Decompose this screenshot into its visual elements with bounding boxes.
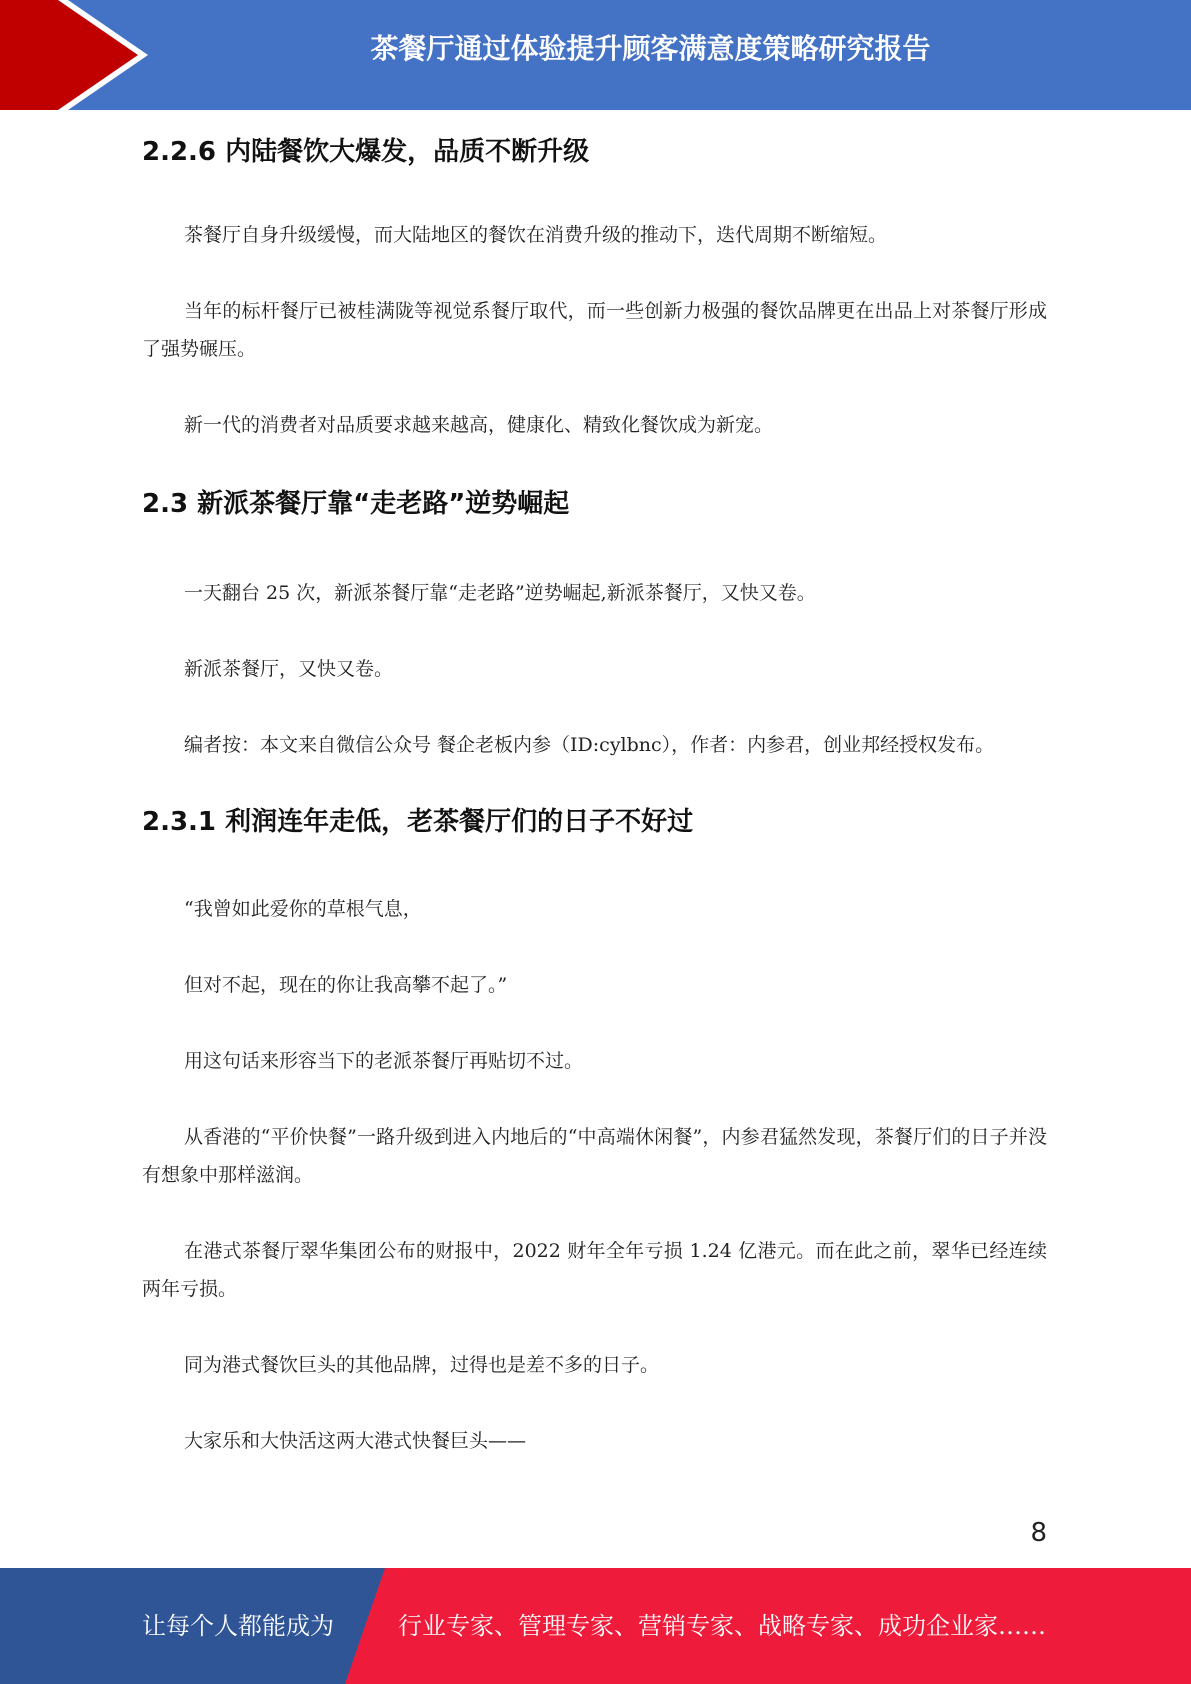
document-body (142, 110, 1047, 1460)
paragraph: 同为港式餐饮巨头的其他品牌，过得也是差不多的日子。 (184, 1354, 660, 1376)
paragraph: 大家乐和大快活这两大港式快餐巨头—— (184, 1430, 527, 1452)
paragraph: 编者按：本文来自微信公众号 餐企老板内参（ID:cylbnc），作者：内参君，创业邦经授权发布。 (184, 734, 995, 756)
paragraph: 新一代的消费者对品质要求越来越高，健康化、精致化餐饮成为新宠。 (184, 414, 774, 436)
page-header (0, 0, 1191, 110)
page-number: 8 (1030, 1518, 1047, 1548)
heading-2-3-1: 2.3.1 利润连年走低，老茶餐厅们的日子不好过 (142, 807, 694, 837)
paragraph: 新派茶餐厅，又快又卷。 (184, 658, 394, 680)
paragraph: 一天翻台 25 次，新派茶餐厅靠“走老路”逆势崛起,新派茶餐厅，又快又卷。 (184, 582, 816, 604)
footer-slogan-left: 让每个人都能成为 (142, 1612, 334, 1640)
paragraph: 茶餐厅自身升级缓慢，而大陆地区的餐饮在消费升级的推动下，迭代周期不断缩短。 (184, 224, 888, 246)
paragraph: 当年的标杆餐厅已被桂满陇等视觉系餐厅取代，而一些创新力极强的餐饮品牌更在出品上对茶餐厅形成了强势碾压。 (142, 300, 1047, 360)
paragraph: 用这句话来形容当下的老派茶餐厅再贴切不过。 (184, 1050, 584, 1072)
paragraph: “我曾如此爱你的草根气息， (184, 898, 422, 920)
paragraph: 从香港的“平价快餐”一路升级到进入内地后的“中高端休闲餐”，内参君猛然发现，茶餐厅们的日子并没有想象中那样滋润。 (142, 1126, 1047, 1186)
report-title: 茶餐厅通过体验提升顾客满意度策略研究报告 (370, 32, 931, 65)
paragraph: 但对不起，现在的你让我高攀不起了。” (184, 974, 508, 996)
heading-2-2-6: 2.2.6 内陆餐饮大爆发，品质不断升级 (142, 137, 590, 167)
heading-2-3: 2.3 新派茶餐厅靠“走老路”逆势崛起 (142, 489, 570, 519)
paragraph: 在港式茶餐厅翠华集团公布的财报中，2022 财年全年亏损 1.24 亿港元。而在此之前，翠华已经连续两年亏损。 (142, 1240, 1047, 1300)
page-footer (0, 1568, 1191, 1684)
footer-slogan-right: 行业专家、管理专家、营销专家、战略专家、成功企业家…… (398, 1612, 1046, 1640)
